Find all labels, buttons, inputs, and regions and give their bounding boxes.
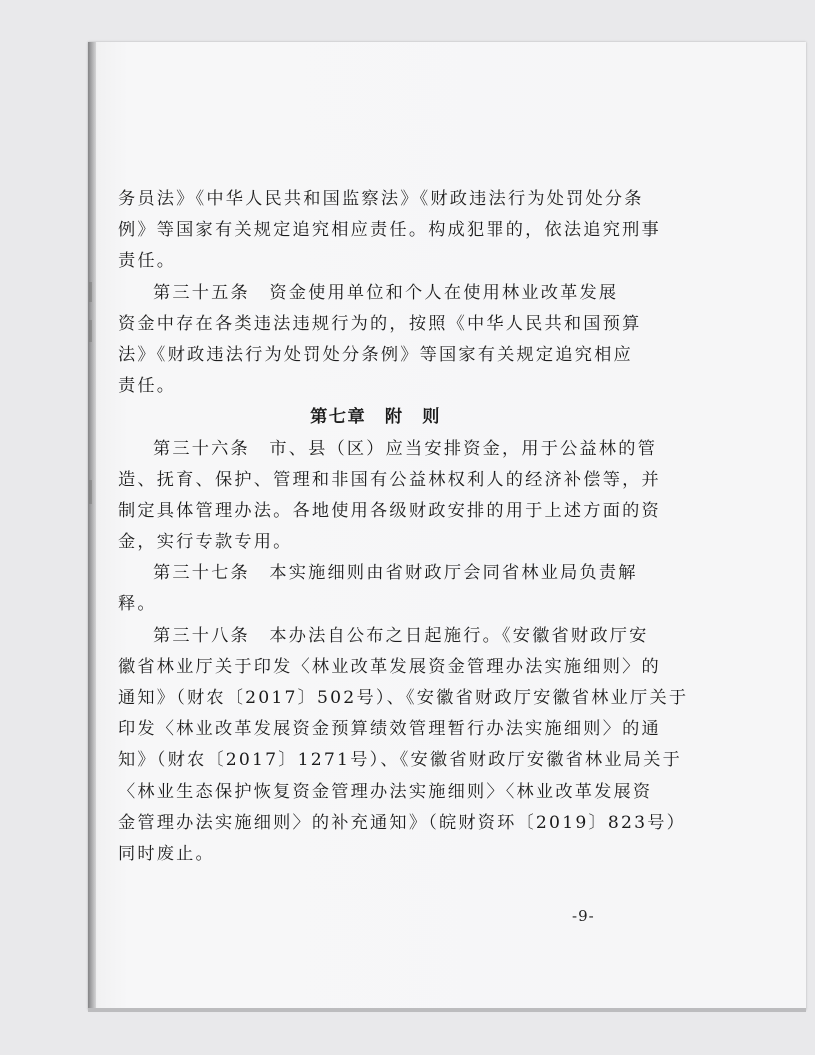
binding-mark [89, 320, 92, 342]
body-text [118, 184, 689, 870]
text-line: 造、抚育、保护、管理和非国有公益林权利人的经济补偿等，并 [118, 469, 661, 490]
text-line: 金，实行专款专用。 [118, 532, 293, 553]
text-line: 释。 [118, 594, 157, 615]
text-line: 资金中存在各类违法违规行为的，按照《中华人民共和国预算 [118, 313, 642, 334]
page-number: -9- [572, 907, 595, 925]
text-line: 金管理办法实施细则〉的补充通知》（皖财资环〔2019〕823号） [118, 812, 687, 833]
page-binding-shadow [88, 42, 96, 1010]
text-line: 印发〈林业改革发展资金预算绩效管理暂行办法实施细则〉的通 [118, 719, 661, 740]
article-37-line: 第三十七条 本实施细则由省财政厅会同省林业局负责解 [153, 563, 638, 584]
text-line: 通知》（财农〔2017〕502号）、《安徽省财政厅安徽省林业厅关于 [118, 688, 689, 708]
chapter-heading: 第七章 附 则 [310, 407, 441, 428]
article-35-line: 第三十五条 资金使用单位和个人在使用林业改革发展 [153, 282, 619, 303]
text-line: 制定具体管理办法。各地使用各级财政安排的用于上述方面的资 [118, 500, 661, 521]
text-line: 例》等国家有关规定追究相应责任。构成犯罪的，依法追究刑事 [118, 220, 661, 241]
binding-mark [89, 282, 92, 302]
text-line: 法》《财政违法行为处罚处分条例》等国家有关规定追究相应 [118, 344, 633, 365]
text-line: 责任。 [118, 376, 177, 397]
article-38-line: 第三十八条 本办法自公布之日起施行。《安徽省财政厅安 [153, 625, 649, 646]
article-36-line: 第三十六条 市、县（区）应当安排资金，用于公益林的管 [153, 438, 658, 459]
text-line: 知》（财农〔2017〕1271号）、《安徽省财政厅安徽省林业局关于 [118, 750, 682, 771]
text-line: 同时废止。 [118, 843, 215, 864]
text-line: 徽省林业厅关于印发〈林业改革发展资金管理办法实施细则〉的 [118, 656, 661, 677]
text-line: 务员法》《中华人民共和国监察法》《财政违法行为处罚处分条 [118, 189, 644, 209]
text-line: 责任。 [118, 251, 177, 272]
text-line: 〈林业生态保护恢复资金管理办法实施细则〉〈林业改革发展资 [118, 781, 653, 802]
binding-mark [89, 480, 92, 504]
page-bottom-edge [88, 1008, 806, 1012]
